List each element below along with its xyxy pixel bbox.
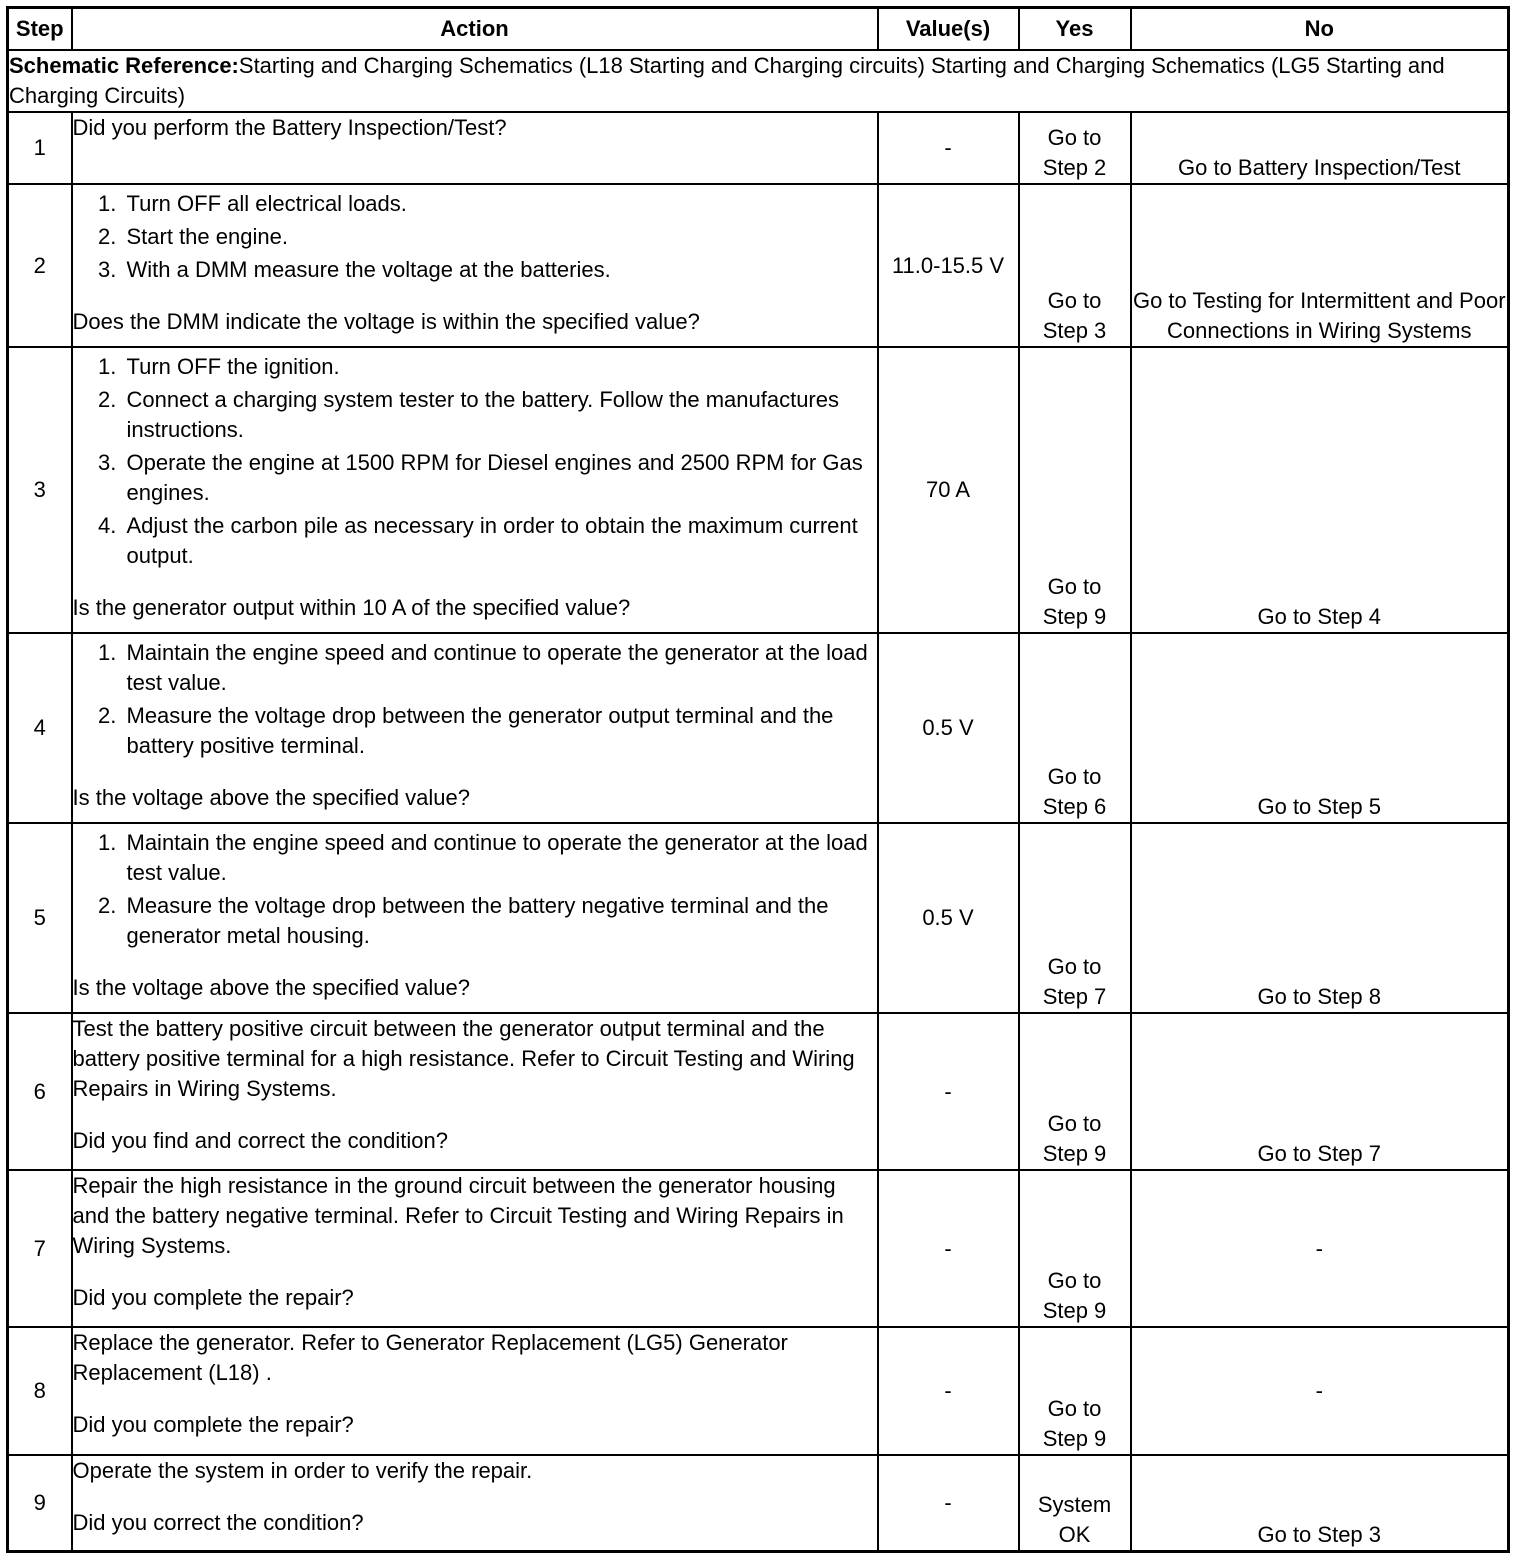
yes-cell	[1019, 1013, 1131, 1170]
value-cell: -	[878, 1170, 1019, 1327]
yes-link[interactable]: Go to Step 3	[1042, 288, 1107, 343]
value-cell: -	[878, 1327, 1019, 1455]
table-row	[8, 823, 1509, 1013]
no-cell: -	[1131, 1170, 1509, 1327]
table-row	[8, 1327, 1509, 1455]
action-list-item: 3. With a DMM measure the voltage at the batteries.	[123, 255, 877, 285]
step-number: 2	[8, 184, 72, 347]
action-question: Did you complete the repair?	[72, 1285, 354, 1310]
action-list-item: 2. Connect a charging system tester to the battery. Follow the manufactures instructions.	[123, 385, 877, 445]
header-action: Action	[72, 8, 878, 51]
header-values: Value(s)	[878, 8, 1019, 51]
no-cell[interactable]: Go to Step 8	[1131, 823, 1509, 1013]
step-number: 3	[8, 347, 72, 633]
yes-cell	[1019, 1455, 1131, 1551]
yes-link[interactable]: Go to Step 7	[1042, 954, 1107, 1009]
table-row	[8, 1170, 1509, 1327]
action-list	[73, 828, 877, 951]
step-number: 7	[8, 1170, 72, 1327]
step-number: 4	[8, 633, 72, 823]
action-cell	[72, 1327, 878, 1455]
no-cell[interactable]: Go to Step 7	[1131, 1013, 1509, 1170]
yes-cell	[1019, 112, 1131, 184]
action-text: Replace the generator. Refer to Generator Replacement (LG5) Generator Replacement (L18) .	[72, 1330, 788, 1385]
action-question: Did you find and correct the condition?	[72, 1128, 448, 1153]
no-cell[interactable]: Go to Testing for Intermittent and Poor Connections in Wiring Systems	[1131, 184, 1509, 347]
action-question: Did you complete the repair?	[72, 1412, 354, 1437]
action-cell	[72, 823, 878, 1013]
step-number: 1	[8, 112, 72, 184]
action-text: Did you perform the Battery Inspection/Test?	[72, 115, 507, 140]
action-list-item: 1. Maintain the engine speed and continue to operate the generator at the load test value.	[123, 828, 877, 888]
yes-cell	[1019, 347, 1131, 633]
value-cell: -	[878, 1013, 1019, 1170]
action-list-item: 2. Measure the voltage drop between the battery negative terminal and the generator metal housing.	[123, 891, 877, 951]
action-list	[73, 189, 877, 285]
action-question: Is the voltage above the specified value?	[72, 785, 470, 810]
schematic-reference-row	[8, 50, 1509, 112]
value-cell: -	[878, 1455, 1019, 1551]
value-cell: 70 A	[878, 347, 1019, 633]
action-text: Test the battery positive circuit between the generator output terminal and the battery positive terminal for a high resistance. Refer to Circuit Testing and Wiring Repairs in Wiring Systems.	[72, 1016, 855, 1101]
table-row	[8, 184, 1509, 347]
action-list-item: 1. Turn OFF the ignition.	[123, 352, 877, 382]
schematic-reference	[8, 50, 1509, 112]
value-cell: 0.5 V	[878, 633, 1019, 823]
action-cell	[72, 633, 878, 823]
yes-link[interactable]: System OK	[1037, 1491, 1112, 1547]
yes-cell	[1019, 823, 1131, 1013]
yes-link[interactable]: Go to Step 6	[1042, 764, 1107, 819]
action-question: Is the generator output within 10 A of the specified value?	[72, 595, 631, 620]
yes-link[interactable]: Go to Step 9	[1042, 1111, 1107, 1166]
table-row	[8, 112, 1509, 184]
action-cell	[72, 1170, 878, 1327]
action-list-item: 3. Operate the engine at 1500 RPM for Diesel engines and 2500 RPM for Gas engines.	[123, 448, 877, 508]
action-question: Did you correct the condition?	[72, 1510, 364, 1535]
table-row	[8, 1455, 1509, 1551]
value-cell: -	[878, 112, 1019, 184]
yes-link[interactable]: Go to Step 2	[1042, 125, 1107, 180]
action-text: Repair the high resistance in the ground circuit between the generator housing and the battery negative terminal. Refer to Circuit Testing and Wiring Repairs in Wiring Systems.	[72, 1173, 844, 1258]
action-text: Operate the system in order to verify the repair.	[72, 1458, 533, 1483]
value-cell: 0.5 V	[878, 823, 1019, 1013]
action-list-item: 2. Start the engine.	[123, 222, 877, 252]
no-cell: -	[1131, 1327, 1509, 1455]
action-list-item: 1. Turn OFF all electrical loads.	[123, 189, 877, 219]
value-cell: 11.0-15.5 V	[878, 184, 1019, 347]
action-list-item: 1. Maintain the engine speed and continue to operate the generator at the load test value.	[123, 638, 877, 698]
yes-link[interactable]: Go to Step 9	[1042, 1268, 1107, 1323]
action-list-item: 2. Measure the voltage drop between the generator output terminal and the battery positive terminal.	[123, 701, 877, 761]
no-cell[interactable]: Go to Step 4	[1131, 347, 1509, 633]
action-cell	[72, 112, 878, 184]
yes-link[interactable]: Go to Step 9	[1042, 1396, 1107, 1451]
action-question: Is the voltage above the specified value?	[72, 975, 470, 1000]
header-no: No	[1131, 8, 1509, 51]
yes-cell	[1019, 633, 1131, 823]
yes-cell	[1019, 1327, 1131, 1455]
step-number: 8	[8, 1327, 72, 1455]
action-cell	[72, 1455, 878, 1551]
diagnostic-table	[6, 6, 1510, 1553]
no-cell[interactable]: Go to Battery Inspection/Test	[1131, 112, 1509, 184]
header-row	[8, 8, 1509, 51]
table-row	[8, 633, 1509, 823]
yes-cell	[1019, 1170, 1131, 1327]
table-row	[8, 347, 1509, 633]
action-question: Does the DMM indicate the voltage is within the specified value?	[72, 309, 700, 334]
action-list-item: 4. Adjust the carbon pile as necessary in order to obtain the maximum current output.	[123, 511, 877, 571]
schematic-reference-text: Starting and Charging Schematics (L18 Starting and Charging circuits) Starting and Charging Schematics (LG5 Starting and Charging Circuits)	[9, 53, 1445, 108]
action-cell	[72, 1013, 878, 1170]
action-cell	[72, 347, 878, 633]
yes-cell	[1019, 184, 1131, 347]
yes-link[interactable]: Go to Step 9	[1042, 574, 1107, 629]
schematic-reference-label: Schematic Reference:	[9, 53, 239, 78]
no-cell[interactable]: Go to Step 3	[1131, 1455, 1509, 1551]
step-number: 9	[8, 1455, 72, 1551]
action-list	[73, 352, 877, 571]
step-number: 5	[8, 823, 72, 1013]
no-cell[interactable]: Go to Step 5	[1131, 633, 1509, 823]
header-yes: Yes	[1019, 8, 1131, 51]
header-step: Step	[8, 8, 72, 51]
action-list	[73, 638, 877, 761]
step-number: 6	[8, 1013, 72, 1170]
table-row	[8, 1013, 1509, 1170]
action-cell	[72, 184, 878, 347]
